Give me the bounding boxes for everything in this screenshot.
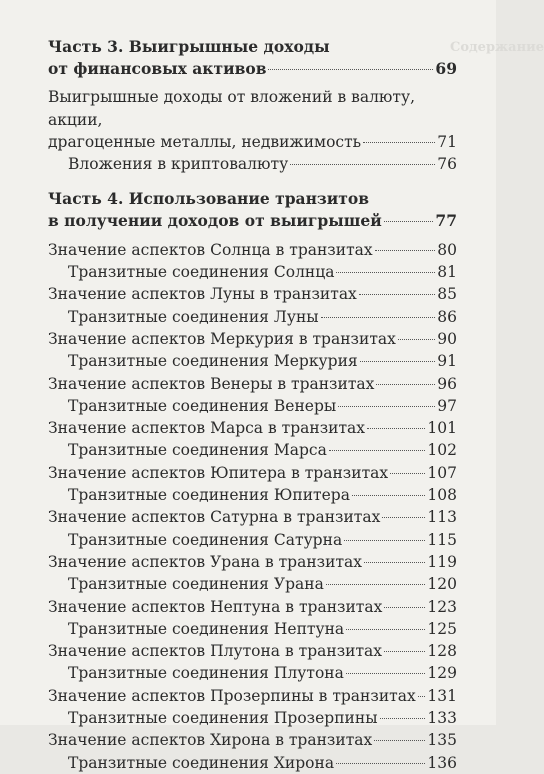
toc-entry-page-number: 119 [427,552,457,571]
leader-dots [384,607,425,608]
toc-entry-page-number: 96 [437,374,457,393]
leader-dots [367,428,425,429]
toc-entry-label: Транзитные соединения Марса [68,441,327,460]
toc-entry-page-number: 102 [427,441,457,460]
toc-entry-label: Транзитные соединения Прозерпины [68,709,378,728]
part3-page-number: 69 [435,59,457,78]
toc-entry-page-number: 123 [427,597,457,616]
leader-dots [364,562,425,563]
part3-para-entry[interactable] [48,131,457,153]
leader-dots [390,473,425,474]
toc-entry-label: Значение аспектов Хирона в транзитах [48,731,373,750]
leader-dots [336,272,435,273]
toc-entry-page-number: 97 [437,396,457,415]
toc-entry-page-number: 125 [427,619,457,638]
toc-entry[interactable] [48,752,457,774]
toc-entry-label: Значение аспектов Юпитера в транзитах [48,463,389,482]
leader-dots [344,540,425,541]
toc-entry-page-number: 120 [427,575,457,594]
part3-para-line2: драгоценные металлы, недвижимость [48,132,362,151]
part4-title-line2: в получении доходов от выигрышей [48,211,382,231]
toc-entry-label: Значение аспектов Венеры в транзитах [48,374,375,393]
part3-title-line2: от финансовых активов [48,59,267,78]
toc-entry-page-number: 115 [427,530,457,549]
toc-entry[interactable] [48,261,457,283]
toc-entry-label: Значение аспектов Урана в транзитах [48,552,363,571]
leader-dots [321,317,436,318]
toc-entry-page-number: 107 [427,463,457,482]
toc-entry[interactable] [48,529,457,551]
toc-entry[interactable] [48,640,457,662]
toc-entry-label: Транзитные соединения Венеры [68,396,337,415]
leader-dots [360,361,436,362]
toc-entry-page-number: 85 [437,285,457,304]
toc-entry-label: Транзитные соединения Сатурна [68,530,343,549]
toc-entry-label: Транзитные соединения Плутона [68,664,344,683]
toc-entry[interactable] [48,417,457,439]
toc-entry[interactable] [48,662,457,684]
toc-entry-page-number: 86 [437,307,457,326]
toc-entry[interactable] [48,350,457,372]
toc-entry[interactable] [48,484,457,506]
toc-entry-page-number: 80 [437,240,457,259]
toc-entry[interactable] [48,395,457,417]
leader-dots [384,221,434,222]
toc-entry-page-number: 135 [427,731,457,750]
toc-entry-label: Значение аспектов Луны в транзитах [48,285,357,304]
leader-dots [398,339,435,340]
part3-para-page-number: 71 [437,132,457,151]
part3-crypto-entry[interactable] [48,153,457,175]
toc-entry-page-number: 129 [427,664,457,683]
part4-title-line1: Часть 4. Использование транзитов [48,189,370,209]
leader-dots [384,651,425,652]
toc-entry[interactable] [48,439,457,461]
leader-dots [336,763,425,764]
toc-entry-label: Транзитные соединения Нептуна [68,619,345,638]
toc-entry-label: Значение аспектов Нептуна в транзитах [48,597,383,616]
toc-entry[interactable] [48,306,457,328]
toc-entry-page-number: 131 [427,686,457,705]
toc-entry[interactable] [48,596,457,618]
part3-title-line1: Часть 3. Выигрышные доходы [48,37,330,56]
toc-entry[interactable] [48,618,457,640]
leader-dots [418,696,426,697]
leader-dots [352,495,425,496]
toc-entry-label: Транзитные соединения Меркурия [68,352,358,371]
toc-entry[interactable] [48,685,457,707]
toc-entry[interactable] [48,328,457,350]
part3-crypto-label: Вложения в криптовалюту [68,155,289,174]
leader-dots [346,673,426,674]
toc-entry-page-number: 90 [437,329,457,348]
toc-entry-page-number: 133 [427,709,457,728]
toc-entry[interactable] [48,707,457,729]
toc-entry-label: Транзитные соединения Хирона [68,753,335,772]
table-of-contents [48,36,457,774]
leader-dots [375,250,436,251]
bleed-through-text: Содержание [450,40,544,55]
leader-dots [374,740,425,741]
toc-entry[interactable] [48,551,457,573]
leader-dots [268,69,433,70]
part3-crypto-page-number: 76 [437,155,457,174]
leader-dots [326,584,426,585]
toc-entry-page-number: 108 [427,486,457,505]
leader-dots [376,384,435,385]
leader-dots [359,294,435,295]
part4-page-number: 77 [435,211,457,231]
toc-entry[interactable] [48,373,457,395]
part4-entries-list [48,239,457,774]
toc-entry-label: Значение аспектов Марса в транзитах [48,419,366,438]
toc-entry-page-number: 136 [427,753,457,772]
toc-entry-page-number: 91 [437,352,457,371]
toc-entry-page-number: 101 [427,419,457,438]
leader-dots [329,450,426,451]
toc-entry[interactable] [48,573,457,595]
leader-dots [346,629,425,630]
toc-entry-page-number: 81 [437,263,457,282]
leader-dots [363,142,435,143]
toc-entry-label: Транзитные соединения Урана [68,575,324,594]
toc-entry-label: Значение аспектов Меркурия в транзитах [48,329,396,348]
toc-entry-label: Значение аспектов Сатурна в транзитах [48,508,381,527]
toc-entry-page-number: 128 [427,642,457,661]
leader-dots [290,164,435,165]
toc-entry[interactable] [48,506,457,528]
part3-para-line1: Выигрышные доходы от вложений в валюту, акции, [48,88,416,129]
toc-entry[interactable] [48,283,457,305]
toc-entry-label: Значение аспектов Солнца в транзитах [48,240,373,259]
leader-dots [380,718,426,719]
part4-title-entry[interactable] [48,210,457,232]
toc-entry[interactable] [48,239,457,261]
leader-dots [338,406,435,407]
toc-entry-label: Транзитные соединения Луны [68,307,319,326]
toc-entry[interactable] [48,729,457,751]
toc-entry-label: Транзитные соединения Солнца [68,263,335,282]
toc-entry-page-number: 113 [427,508,457,527]
toc-entry-label: Значение аспектов Плутона в транзитах [48,642,383,661]
toc-entry-label: Значение аспектов Прозерпины в транзитах [48,686,416,705]
part3-title-entry[interactable] [48,58,457,80]
toc-entry[interactable] [48,462,457,484]
toc-entry-label: Транзитные соединения Юпитера [68,486,350,505]
leader-dots [382,517,425,518]
